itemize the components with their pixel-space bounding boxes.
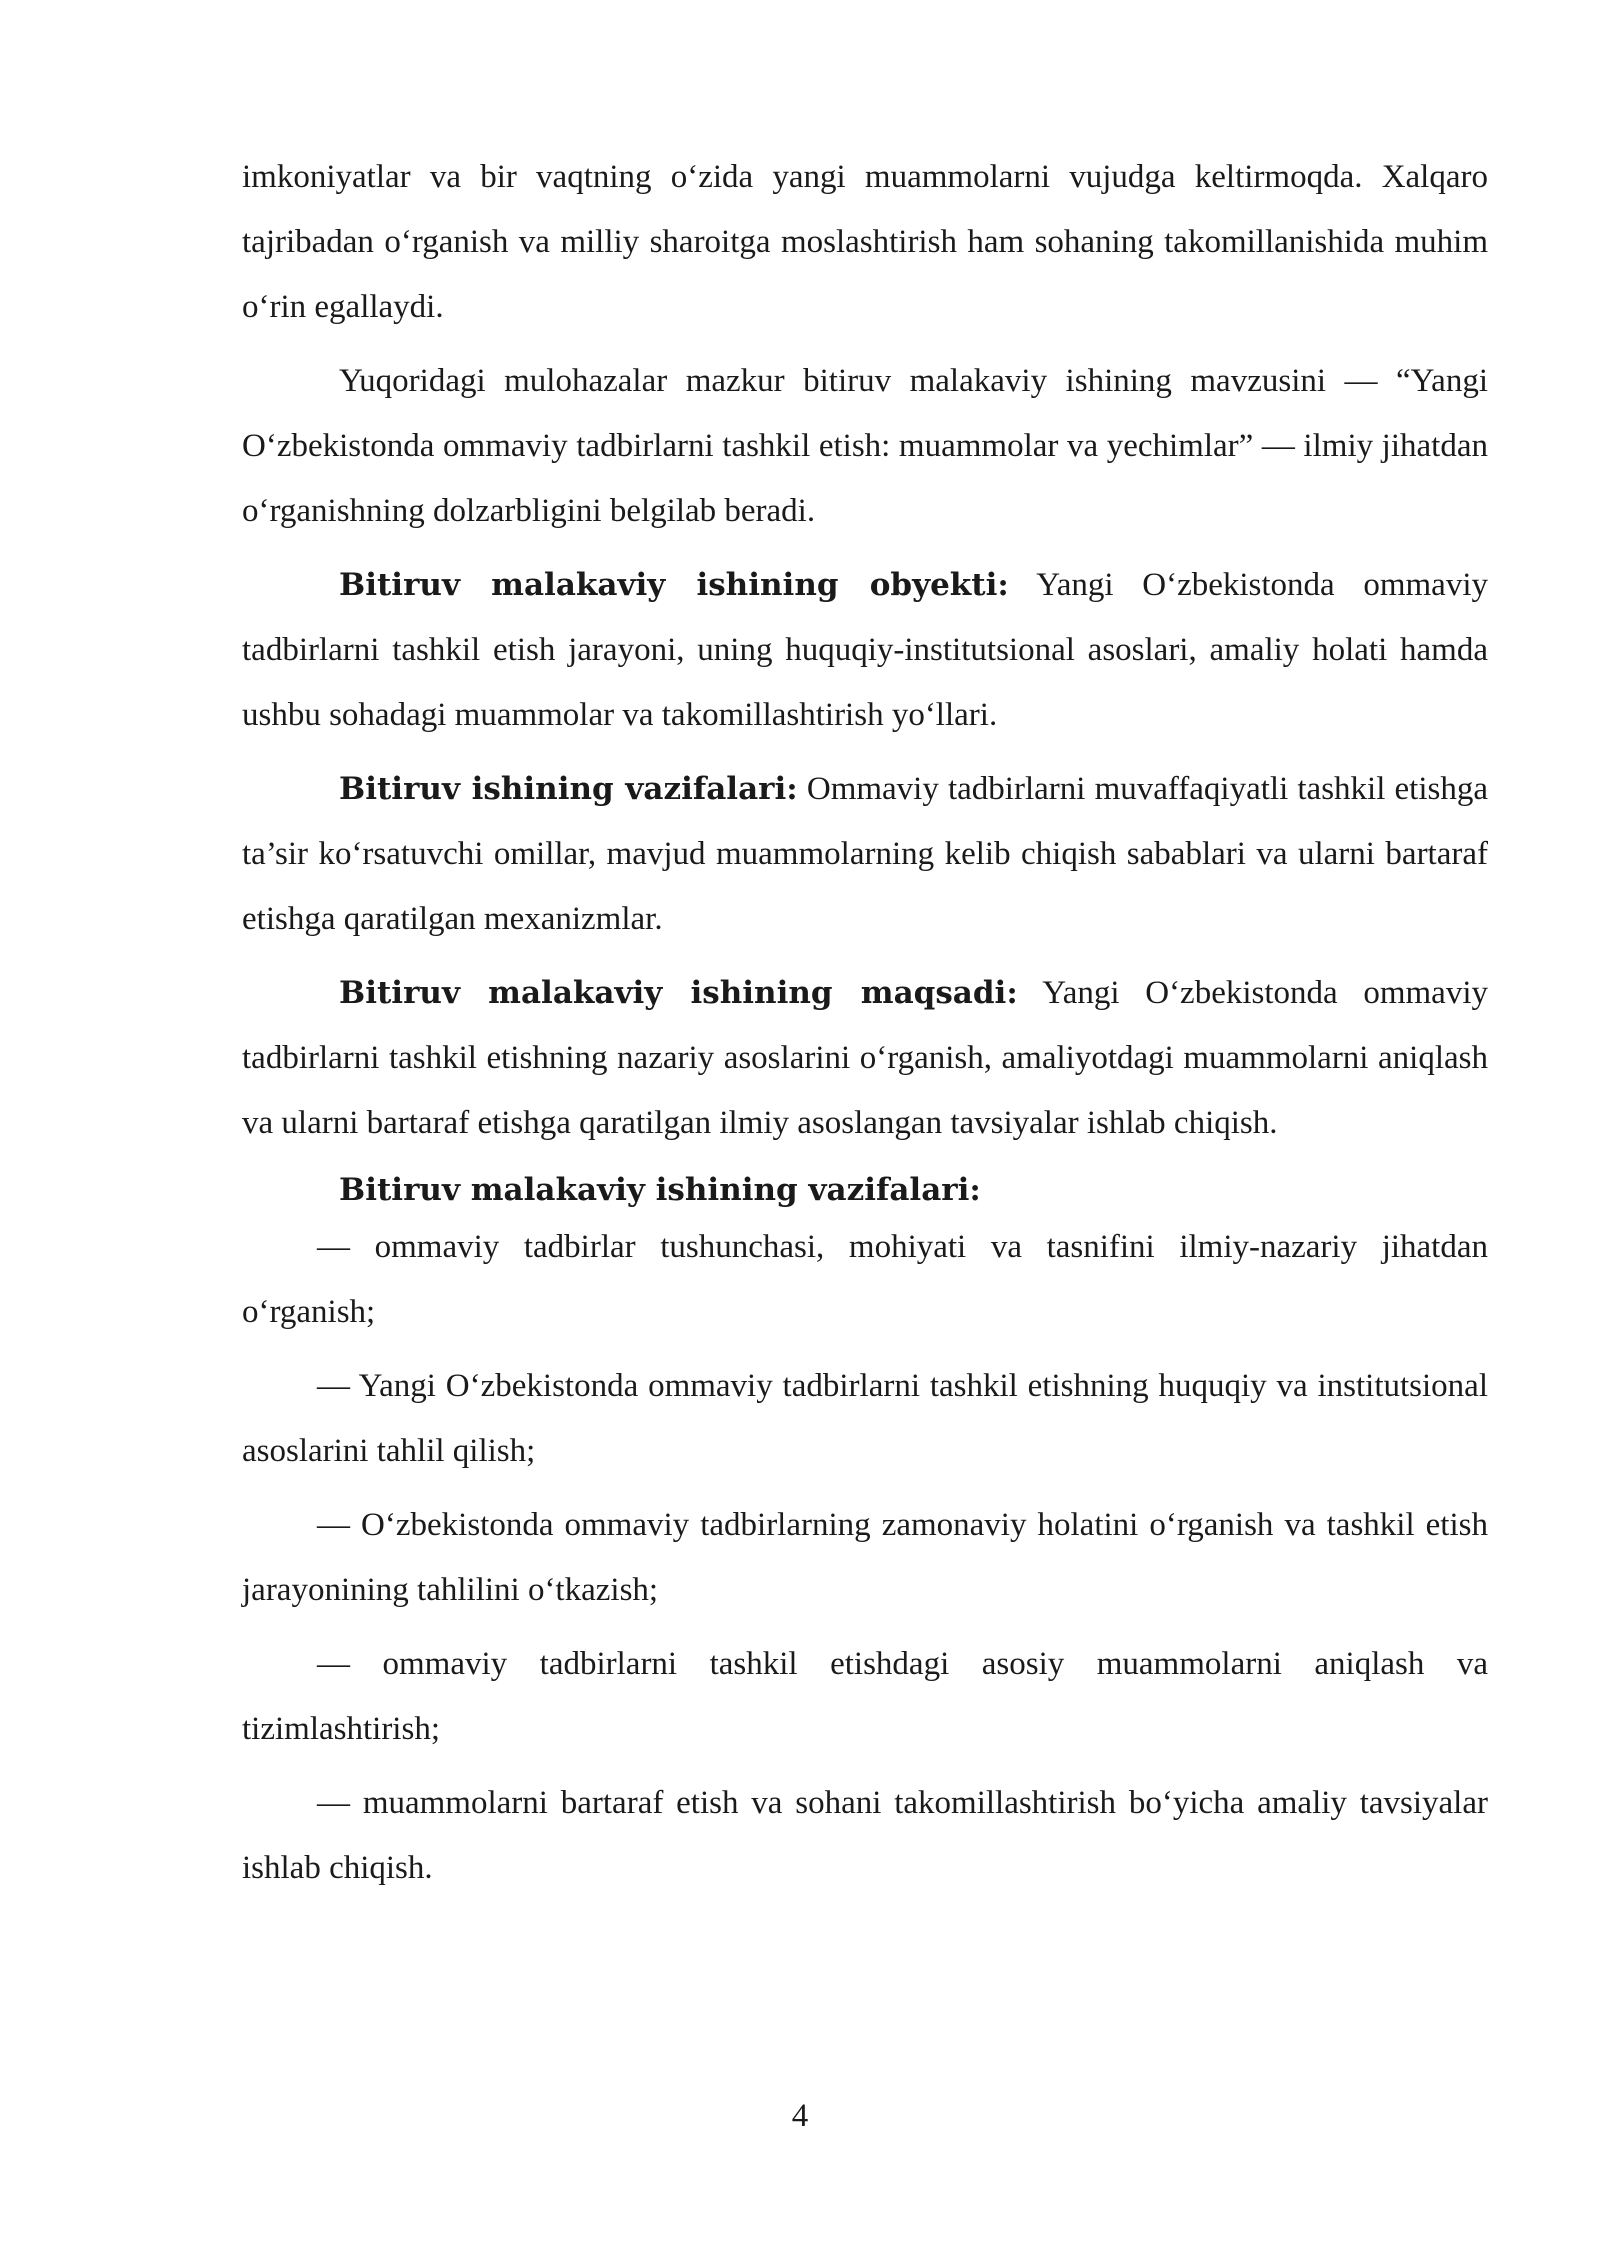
goal-text: Yangi O‘zbekistonda ommaviy tadbirlarni tashkil etishning nazariy asoslarini o‘rganish, amaliyotdagi muammolarni aniqlash va ularni bartaraf etishga qaratilgan ilmiy asoslangan tavsiyalar ishlab chiqish.: [242, 975, 1488, 1141]
task-item-3: — O‘zbekistonda ommaviy tadbirlarning zamonaviy holatini o‘rganish va tashkil etish jarayonining tahlilini o‘tkazish;: [242, 1507, 1488, 1608]
goal-label: Bitiruv malakaviy ishining maqsadi:: [339, 975, 1018, 1011]
task-item-5: — muammolarni bartaraf etish va sohani takomillashtirish bo‘yicha amaliy tavsiyalar ishlab chiqish.: [242, 1785, 1488, 1886]
paragraph-intro-continuation: imkoniyatlar va bir vaqtning o‘zida yangi muammolarni vujudga keltirmoqda. Xalqaro tajribadan o‘rganish va milliy sharoitga moslashtirish ham sohaning takomillanishida muhim o‘rin egallaydi.: [242, 159, 1488, 325]
task-item-1: — ommaviy tadbirlar tushunchasi, mohiyati va tasnifini ilmiy-nazariy jihatdan o‘rganish;: [242, 1229, 1488, 1330]
paragraph-goal: [242, 961, 1488, 1156]
subject-text: Ommaviy tadbirlarni muvaffaqiyatli tashkil etishga ta’sir ko‘rsatuvchi omillar, mavjud muammolarning kelib chiqish sabablari va ularni bartaraf etishga qaratilgan mexanizmlar.: [242, 771, 1488, 937]
paragraph-subject: [242, 757, 1488, 952]
page-number: 4: [791, 2098, 809, 2134]
task-item-4: — ommaviy tadbirlarni tashkil etishdagi asosiy muammolarni aniqlash va tizimlashtirish;: [242, 1646, 1488, 1747]
object-label: Bitiruv malakaviy ishining obyekti:: [339, 567, 1009, 603]
task-item-2: — Yangi O‘zbekistonda ommaviy tadbirlarni tashkil etishning huquqiy va institutsional asoslarini tahlil qilish;: [242, 1368, 1488, 1469]
paragraph-topic-relevance: Yuqoridagi mulohazalar mazkur bitiruv malakaviy ishining mavzusini — “Yangi O‘zbekistonda ommaviy tadbirlarni tashkil etish: muammolar va yechimlar” — ilmiy jihatdan o‘rganishning dolzarbligini belgilab beradi.: [242, 363, 1488, 529]
paragraph-object: [242, 553, 1488, 748]
object-text: Yangi O‘zbekistonda ommaviy tadbirlarni tashkil etish jarayoni, uning huquqiy-institutsional asoslari, amaliy holati hamda ushbu sohadagi muammolar va takomillashtirish yo‘llari.: [242, 567, 1488, 733]
document-page: [242, 145, 1488, 1910]
subject-label: Bitiruv ishining vazifalari:: [339, 771, 798, 807]
tasks-heading: Bitiruv malakaviy ishining vazifalari:: [339, 1172, 981, 1208]
